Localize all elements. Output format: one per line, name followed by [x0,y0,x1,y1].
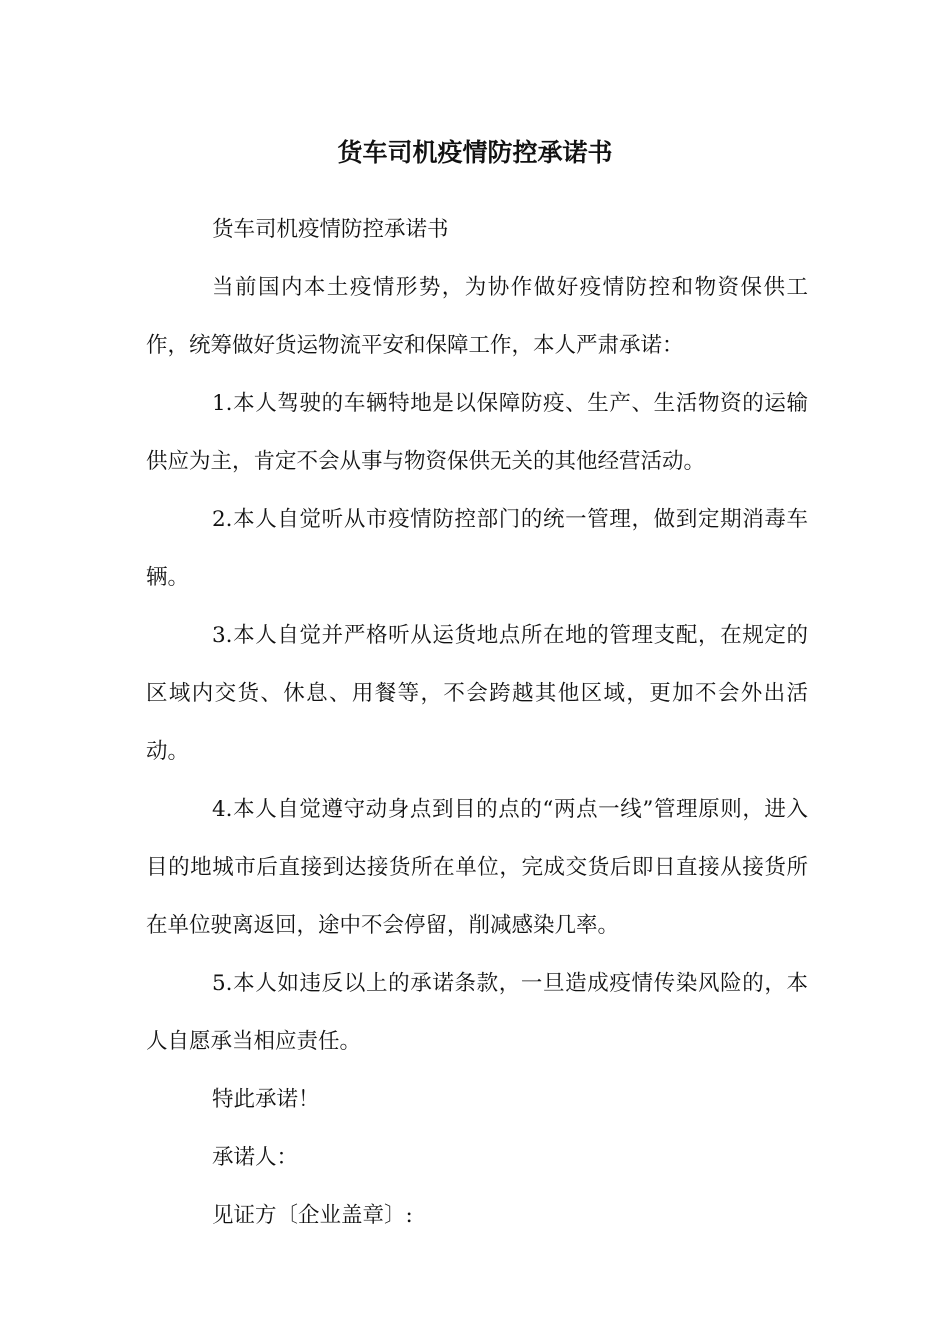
document-title: 货车司机疫情防控承诺书 [337,138,613,167]
closing-statement: 特此承诺！ [212,1087,320,1112]
commitment-item-2: 2.本人自觉听从市疫情防控部门的统一管理，做到定期消毒车辆。 [146,507,808,590]
commitment-item-1: 1.本人驾驶的车辆特地是以保障防疫、生产、生活物资的运输供应为主，肯定不会从事与物资保供无关的其他经营活动。 [146,391,808,474]
commitment-item-5: 5.本人如违反以上的承诺条款，一旦造成疫情传染风险的，本人自愿承当相应责任。 [146,971,808,1054]
commitment-item-3: 3.本人自觉并严格听从运货地点所在地的管理支配，在规定的区域内交货、休息、用餐等，不会跨越其他区域，更加不会外出活动。 [146,623,808,764]
document-body [146,201,808,1245]
witness-label: 见证方〔企业盖章〕: [212,1203,413,1228]
document-subtitle: 货车司机疫情防控承诺书 [212,217,449,242]
promisor-label: 承诺人： [212,1145,299,1170]
intro-paragraph: 当前国内本土疫情形势，为协作做好疫情防控和物资保供工作，统筹做好货运物流平安和保障工作，本人严肃承诺： [146,275,808,358]
commitment-item-4: 4.本人自觉遵守动身点到目的点的“两点一线”管理原则，进入目的地城市后直接到达接货所在单位，完成交货后即日直接从接货所在单位驶离返回，途中不会停留，削减感染几率。 [146,797,808,938]
